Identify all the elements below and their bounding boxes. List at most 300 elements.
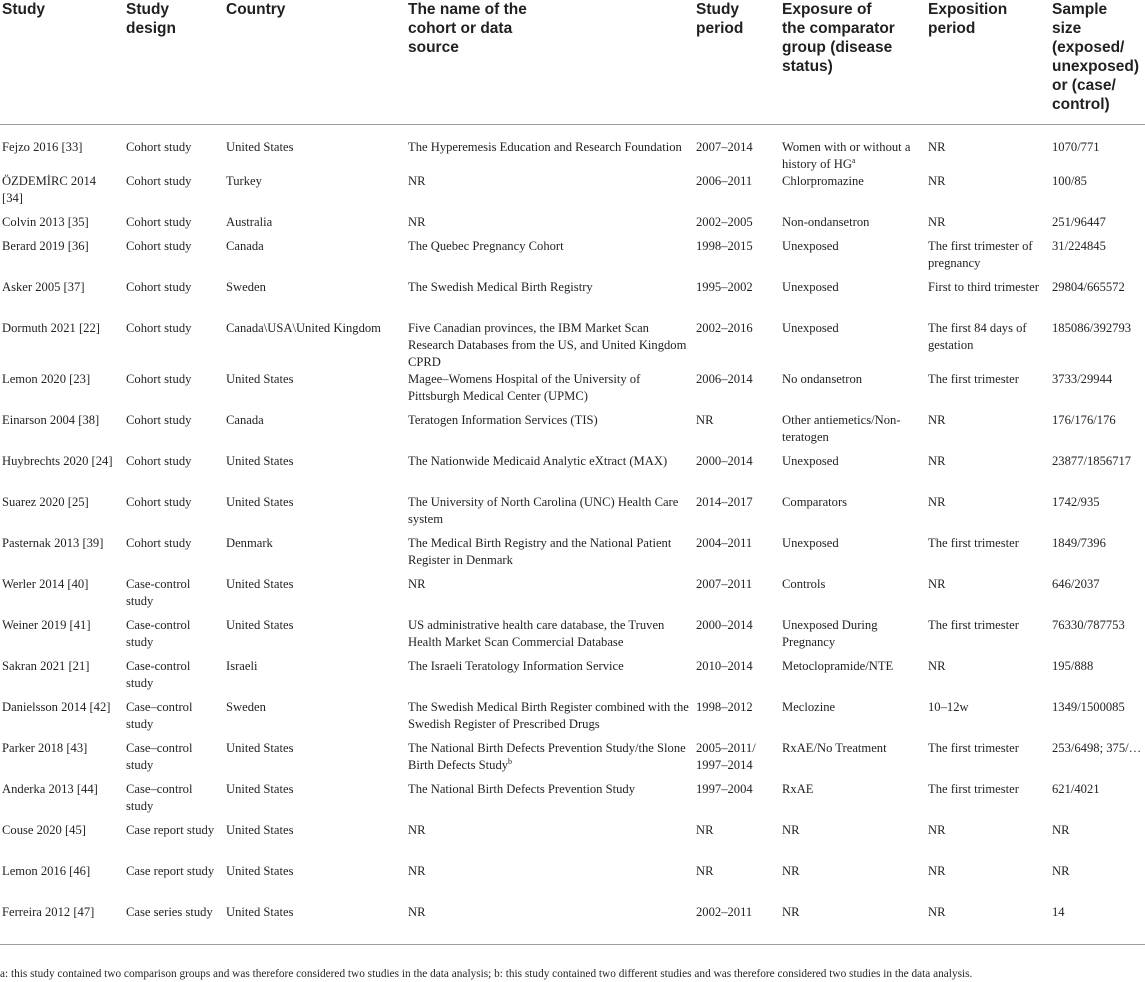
cell-comparator-exposure-text: Unexposed xyxy=(782,535,839,550)
cell-comparator-exposure xyxy=(780,904,926,945)
cell-comparator-exposure-text: Chlorpromazine xyxy=(782,173,864,188)
header-data-source: The name of the cohort or data source xyxy=(406,0,694,124)
cell-study xyxy=(0,863,124,904)
cell-comparator-exposure xyxy=(780,214,926,238)
cell-country xyxy=(224,494,406,535)
cell-study-period xyxy=(694,124,780,173)
cell-study-design xyxy=(124,124,224,173)
cell-comparator-exposure xyxy=(780,494,926,535)
cell-study-design xyxy=(124,740,224,781)
cell-comparator-exposure-text: Comparators xyxy=(782,494,848,509)
cell-data-source xyxy=(406,214,694,238)
cell-data-source xyxy=(406,617,694,658)
cell-study-text: Colvin 2013 [35] xyxy=(2,214,89,229)
cell-study-period xyxy=(694,781,780,822)
cell-comparator-exposure-text: Controls xyxy=(782,576,826,591)
cell-sample-size xyxy=(1050,617,1145,658)
cell-comparator-exposure-text: Unexposed xyxy=(782,238,839,253)
cell-study-design xyxy=(124,904,224,945)
table-row xyxy=(0,863,1145,904)
cell-exposition-period-text: NR xyxy=(928,863,946,878)
cell-exposition-period xyxy=(926,740,1050,781)
cell-data-source-text: Teratogen Information Services (TIS) xyxy=(408,412,598,427)
cell-country-text: Sweden xyxy=(226,699,266,714)
cell-exposition-period xyxy=(926,494,1050,535)
cell-country xyxy=(224,904,406,945)
cell-country xyxy=(224,214,406,238)
cell-comparator-exposure xyxy=(780,699,926,740)
cell-comparator-exposure xyxy=(780,535,926,576)
cell-data-source xyxy=(406,699,694,740)
table-row xyxy=(0,214,1145,238)
table-row xyxy=(0,371,1145,412)
cell-sample-size-text: NR xyxy=(1052,863,1070,878)
table-row xyxy=(0,238,1145,279)
cell-study-period xyxy=(694,576,780,617)
cell-study-period xyxy=(694,320,780,371)
cell-exposition-period xyxy=(926,320,1050,371)
cell-exposition-period xyxy=(926,863,1050,904)
cell-study xyxy=(0,494,124,535)
cell-comparator-exposure xyxy=(780,279,926,320)
cell-sample-size-text: 1742/935 xyxy=(1052,494,1100,509)
cell-country-text: Denmark xyxy=(226,535,273,550)
cell-comparator-exposure xyxy=(780,238,926,279)
cell-study xyxy=(0,781,124,822)
cell-sample-size-text: 100/85 xyxy=(1052,173,1087,188)
cell-study-design-text: Case–control study xyxy=(126,781,193,813)
cell-comparator-exposure xyxy=(780,371,926,412)
cell-sample-size-text: 185086/392793 xyxy=(1052,320,1132,335)
cell-study-period xyxy=(694,279,780,320)
cell-country xyxy=(224,617,406,658)
header-country: Country xyxy=(224,0,406,124)
table-row xyxy=(0,822,1145,863)
cell-comparator-exposure-text: Unexposed xyxy=(782,320,839,335)
cell-country-text: United States xyxy=(226,863,294,878)
cell-data-source xyxy=(406,658,694,699)
cell-study-text: Fejzo 2016 [33] xyxy=(2,139,83,154)
cell-comparator-exposure xyxy=(780,617,926,658)
cell-study xyxy=(0,238,124,279)
table-footnote: a: this study contained two comparison groups and was therefore considered two studies in the data analysis; b: this study contained two different studies and was therefore considered two studies in the data analysis. xyxy=(0,968,973,980)
header-study-period: Study period xyxy=(694,0,780,124)
cell-comparator-exposure xyxy=(780,781,926,822)
cell-study-design xyxy=(124,453,224,494)
cell-data-source-text: NR xyxy=(408,576,426,591)
cell-study-design xyxy=(124,173,224,214)
cell-data-source-text: The National Birth Defects Prevention Study/the Slone Birth Defects Study xyxy=(408,740,686,772)
cell-study-text: Couse 2020 [45] xyxy=(2,822,86,837)
header-study-design: Study design xyxy=(124,0,224,124)
cell-data-source-text: The Hyperemesis Education and Research Foundation xyxy=(408,139,682,154)
cell-exposition-period-text: The first trimester xyxy=(928,617,1019,632)
cell-country-text: Canada xyxy=(226,238,264,253)
cell-study-design xyxy=(124,863,224,904)
cell-study-period-text: 1998–2015 xyxy=(696,238,753,253)
cell-sample-size xyxy=(1050,863,1145,904)
cell-study-design-text: Cohort study xyxy=(126,494,192,509)
cell-study-design-text: Cohort study xyxy=(126,535,192,550)
cell-study-design-text: Case-control study xyxy=(126,576,191,608)
cell-comparator-exposure-text: Non-ondansetron xyxy=(782,214,870,229)
cell-sample-size-text: 1070/771 xyxy=(1052,139,1100,154)
cell-country xyxy=(224,279,406,320)
cell-exposition-period-text: NR xyxy=(928,214,946,229)
cell-data-source-text: The Israeli Teratology Information Service xyxy=(408,658,624,673)
cell-sample-size-text: 29804/665572 xyxy=(1052,279,1125,294)
cell-study-period-text: 2010–2014 xyxy=(696,658,753,673)
cell-comparator-exposure xyxy=(780,453,926,494)
cell-study-design-text: Case series study xyxy=(126,904,213,919)
cell-study xyxy=(0,904,124,945)
cell-study-period xyxy=(694,214,780,238)
cell-data-source-text: US administrative health care database, the Truven Health Market Scan Commercial Database xyxy=(408,617,665,649)
cell-study-text: Dormuth 2021 [22] xyxy=(2,320,100,335)
header-row xyxy=(0,0,1145,124)
cell-exposition-period xyxy=(926,214,1050,238)
header-study: Study xyxy=(0,0,124,124)
cell-sample-size-text: 31/224845 xyxy=(1052,238,1106,253)
cell-study-design xyxy=(124,214,224,238)
cell-sample-size-text: 3733/29944 xyxy=(1052,371,1113,386)
cell-study-text: Asker 2005 [37] xyxy=(2,279,85,294)
cell-study-design xyxy=(124,699,224,740)
cell-exposition-period-text: NR xyxy=(928,139,946,154)
cell-sample-size xyxy=(1050,320,1145,371)
cell-study-design-text: Cohort study xyxy=(126,238,192,253)
cell-sample-size-text: 253/6498; 375/… xyxy=(1052,740,1142,755)
cell-study-period xyxy=(694,617,780,658)
cell-study xyxy=(0,453,124,494)
cell-exposition-period-text: The first trimester xyxy=(928,740,1019,755)
cell-exposition-period-text: NR xyxy=(928,576,946,591)
cell-comparator-exposure-text: No ondansetron xyxy=(782,371,863,386)
cell-study-design-text: Case–control study xyxy=(126,740,193,772)
cell-study-period-text: 2002–2011 xyxy=(696,904,753,919)
cell-sample-size xyxy=(1050,453,1145,494)
cell-data-source xyxy=(406,494,694,535)
cell-exposition-period-text: NR xyxy=(928,494,946,509)
cell-country-text: Turkey xyxy=(226,173,262,188)
cell-study-design xyxy=(124,781,224,822)
cell-study-text: Lemon 2016 [46] xyxy=(2,863,91,878)
cell-study-design xyxy=(124,371,224,412)
cell-sample-size-text: 251/96447 xyxy=(1052,214,1106,229)
cell-sample-size xyxy=(1050,279,1145,320)
cell-comparator-exposure xyxy=(780,863,926,904)
cell-study-design xyxy=(124,535,224,576)
cell-sample-size xyxy=(1050,658,1145,699)
cell-study-design xyxy=(124,658,224,699)
cell-comparator-exposure-text: Meclozine xyxy=(782,699,836,714)
cell-study-period-text: 2007–2011 xyxy=(696,576,753,591)
cell-study xyxy=(0,576,124,617)
cell-data-source-text: NR xyxy=(408,904,426,919)
cell-comparator-exposure xyxy=(780,576,926,617)
cell-sample-size-text: 14 xyxy=(1052,904,1065,919)
cell-study-design-text: Cohort study xyxy=(126,320,192,335)
cell-data-source-text: The Swedish Medical Birth Registry xyxy=(408,279,593,294)
cell-study-design xyxy=(124,576,224,617)
cell-sample-size-text: 76330/787753 xyxy=(1052,617,1125,632)
cell-sample-size xyxy=(1050,535,1145,576)
cell-study-text: ÖZDEMİRC 2014 [34] xyxy=(2,173,97,205)
cell-study-design-text: Cohort study xyxy=(126,139,192,154)
cell-study-period-text: 2002–2016 xyxy=(696,320,753,335)
cell-study-design-text: Cohort study xyxy=(126,453,192,468)
cell-sample-size-text: 176/176/176 xyxy=(1052,412,1116,427)
cell-study-design xyxy=(124,494,224,535)
cell-data-source xyxy=(406,453,694,494)
cell-study-period-text: 2006–2011 xyxy=(696,173,753,188)
cell-exposition-period xyxy=(926,576,1050,617)
cell-study-period-text: 2014–2017 xyxy=(696,494,753,509)
cell-data-source xyxy=(406,535,694,576)
cell-country-text: United States xyxy=(226,371,294,386)
cell-data-source xyxy=(406,576,694,617)
cell-data-source-text: The Nationwide Medicaid Analytic eXtract (MAX) xyxy=(408,453,668,468)
cell-exposition-period-text: NR xyxy=(928,904,946,919)
cell-sample-size xyxy=(1050,412,1145,453)
cell-exposition-period-text: NR xyxy=(928,658,946,673)
cell-exposition-period-text: 10–12w xyxy=(928,699,969,714)
cell-data-source-text: The Swedish Medical Birth Register combined with the Swedish Register of Prescribed Drugs xyxy=(408,699,689,731)
cell-data-source-text: NR xyxy=(408,863,426,878)
cell-sample-size-text: 1349/1500085 xyxy=(1052,699,1125,714)
cell-study-period xyxy=(694,863,780,904)
cell-exposition-period xyxy=(926,781,1050,822)
cell-study-design-text: Case-control study xyxy=(126,658,191,690)
cell-study-period xyxy=(694,412,780,453)
cell-study xyxy=(0,412,124,453)
header-comparator-exposure: Exposure of the comparator group (disease status) xyxy=(780,0,926,124)
cell-study xyxy=(0,371,124,412)
cell-country xyxy=(224,822,406,863)
cell-study-period-text: 2006–2014 xyxy=(696,371,753,386)
cell-study xyxy=(0,740,124,781)
cell-study-period-text: 1995–2002 xyxy=(696,279,753,294)
cell-comparator-exposure-text: Unexposed During Pregnancy xyxy=(782,617,878,649)
cell-study-design xyxy=(124,279,224,320)
cell-data-source xyxy=(406,863,694,904)
cell-country xyxy=(224,453,406,494)
table-row xyxy=(0,453,1145,494)
cell-study-period-text: NR xyxy=(696,822,714,837)
cell-study-text: Lemon 2020 [23] xyxy=(2,371,91,386)
cell-data-source-text: The University of North Carolina (UNC) Health Care system xyxy=(408,494,679,526)
cell-study-period-text: 2004–2011 xyxy=(696,535,753,550)
table-row xyxy=(0,173,1145,214)
cell-exposition-period-text: First to third trimester xyxy=(928,279,1039,294)
cell-study-text: Huybrechts 2020 [24] xyxy=(2,453,113,468)
cell-country-text: United States xyxy=(226,822,294,837)
cell-country-text: United States xyxy=(226,617,294,632)
cell-sample-size xyxy=(1050,822,1145,863)
cell-study-text: Anderka 2013 [44] xyxy=(2,781,98,796)
cell-data-source xyxy=(406,740,694,781)
cell-data-source-text: NR xyxy=(408,214,426,229)
cell-exposition-period xyxy=(926,822,1050,863)
cell-exposition-period xyxy=(926,173,1050,214)
cell-comparator-exposure-text: Unexposed xyxy=(782,279,839,294)
cell-study-text: Einarson 2004 [38] xyxy=(2,412,100,427)
cell-comparator-exposure xyxy=(780,412,926,453)
cell-comparator-exposure-text: NR xyxy=(782,904,800,919)
cell-country xyxy=(224,863,406,904)
cell-data-source-text: NR xyxy=(408,822,426,837)
cell-study-period xyxy=(694,699,780,740)
cell-exposition-period xyxy=(926,279,1050,320)
cell-study-text: Parker 2018 [43] xyxy=(2,740,88,755)
table-row xyxy=(0,494,1145,535)
cell-data-source xyxy=(406,371,694,412)
cell-data-source-text: Five Canadian provinces, the IBM Market Scan Research Databases from the US, and United Kingdom CPRD xyxy=(408,320,687,369)
cell-exposition-period-text: The first trimester xyxy=(928,371,1019,386)
cell-study-design-text: Cohort study xyxy=(126,279,192,294)
cell-data-source xyxy=(406,781,694,822)
table-row xyxy=(0,781,1145,822)
cell-exposition-period xyxy=(926,617,1050,658)
cell-exposition-period xyxy=(926,658,1050,699)
cell-sample-size-text: 195/888 xyxy=(1052,658,1094,673)
cell-comparator-exposure-text: NR xyxy=(782,863,800,878)
cell-data-source xyxy=(406,124,694,173)
cell-study-period-text: 2000–2014 xyxy=(696,453,753,468)
cell-comparator-exposure-text: Unexposed xyxy=(782,453,839,468)
cell-comparator-exposure xyxy=(780,740,926,781)
cell-study-design-text: Cohort study xyxy=(126,412,192,427)
table-row xyxy=(0,320,1145,371)
cell-study-design-text: Case report study xyxy=(126,863,215,878)
cell-study-text: Suarez 2020 [25] xyxy=(2,494,89,509)
cell-data-source-text: Magee–Womens Hospital of the University of Pittsburgh Medical Center (UPMC) xyxy=(408,371,641,403)
cell-exposition-period xyxy=(926,535,1050,576)
cell-study xyxy=(0,699,124,740)
cell-study-design-text: Cohort study xyxy=(126,371,192,386)
cell-study-design-text: Case–control study xyxy=(126,699,193,731)
cell-sample-size xyxy=(1050,904,1145,945)
cell-sample-size-text: 1849/7396 xyxy=(1052,535,1106,550)
cell-study-design xyxy=(124,617,224,658)
cell-sample-size xyxy=(1050,173,1145,214)
cell-sample-size-text: 646/2037 xyxy=(1052,576,1100,591)
cell-country-text: Israeli xyxy=(226,658,258,673)
table-row xyxy=(0,279,1145,320)
cell-exposition-period xyxy=(926,904,1050,945)
cell-sample-size xyxy=(1050,238,1145,279)
cell-exposition-period-text: NR xyxy=(928,822,946,837)
cell-exposition-period-text: The first trimester xyxy=(928,535,1019,550)
cell-country-text: United States xyxy=(226,904,294,919)
table-row xyxy=(0,412,1145,453)
cell-study-period-text: 1998–2012 xyxy=(696,699,753,714)
footnote-marker: b xyxy=(508,756,513,766)
cell-study-period xyxy=(694,371,780,412)
cell-data-source xyxy=(406,173,694,214)
cell-study-period-text: 1997–2004 xyxy=(696,781,753,796)
cell-country xyxy=(224,124,406,173)
cell-country xyxy=(224,576,406,617)
cell-study-period xyxy=(694,535,780,576)
cell-study-design-text: Cohort study xyxy=(126,173,192,188)
cell-data-source xyxy=(406,904,694,945)
cell-data-source xyxy=(406,279,694,320)
header-exposition-period: Exposition period xyxy=(926,0,1050,124)
cell-study-period xyxy=(694,658,780,699)
cell-study xyxy=(0,320,124,371)
cell-study-period xyxy=(694,238,780,279)
cell-sample-size xyxy=(1050,781,1145,822)
cell-study-period xyxy=(694,494,780,535)
cell-study xyxy=(0,173,124,214)
cell-study-period-text: NR xyxy=(696,412,714,427)
cell-sample-size xyxy=(1050,699,1145,740)
cell-country xyxy=(224,173,406,214)
cell-study-period xyxy=(694,904,780,945)
cell-study-text: Berard 2019 [36] xyxy=(2,238,89,253)
header-sample-size: Sample size (exposed/ unexposed) or (case/ control) xyxy=(1050,0,1145,124)
cell-study-design-text: Cohort study xyxy=(126,214,192,229)
cell-country-text: United States xyxy=(226,576,294,591)
cell-sample-size xyxy=(1050,740,1145,781)
table-body xyxy=(0,124,1145,945)
cell-comparator-exposure xyxy=(780,320,926,371)
cell-comparator-exposure xyxy=(780,822,926,863)
cell-study-text: Sakran 2021 [21] xyxy=(2,658,90,673)
cell-study-period xyxy=(694,173,780,214)
cell-country-text: United States xyxy=(226,494,294,509)
cell-comparator-exposure-text: Women with or without a history of HG xyxy=(782,139,911,171)
cell-comparator-exposure xyxy=(780,124,926,173)
cell-data-source-text: NR xyxy=(408,173,426,188)
cell-study-design-text: Case-control study xyxy=(126,617,191,649)
cell-comparator-exposure-text: RxAE/No Treatment xyxy=(782,740,887,755)
cell-exposition-period-text: The first 84 days of gestation xyxy=(928,320,1027,352)
cell-study xyxy=(0,822,124,863)
cell-study-period-text: 2005–2011/ 1997–2014 xyxy=(696,740,756,772)
cell-sample-size xyxy=(1050,214,1145,238)
table-row xyxy=(0,576,1145,617)
cell-country xyxy=(224,412,406,453)
cell-comparator-exposure-text: Other antiemetics/Non-teratogen xyxy=(782,412,901,444)
cell-study-design xyxy=(124,822,224,863)
cell-comparator-exposure xyxy=(780,173,926,214)
cell-country-text: United States xyxy=(226,139,294,154)
table-row xyxy=(0,740,1145,781)
cell-sample-size-text: 23877/1856717 xyxy=(1052,453,1132,468)
cell-exposition-period xyxy=(926,453,1050,494)
cell-study xyxy=(0,535,124,576)
table-row xyxy=(0,617,1145,658)
cell-country xyxy=(224,781,406,822)
cell-country xyxy=(224,658,406,699)
cell-country-text: Australia xyxy=(226,214,273,229)
cell-country-text: Canada xyxy=(226,412,264,427)
cell-exposition-period-text: The first trimester of pregnancy xyxy=(928,238,1033,270)
cell-study xyxy=(0,279,124,320)
cell-exposition-period xyxy=(926,238,1050,279)
cell-country xyxy=(224,740,406,781)
table-row xyxy=(0,658,1145,699)
cell-study-design-text: Case report study xyxy=(126,822,215,837)
cell-study xyxy=(0,617,124,658)
cell-exposition-period xyxy=(926,124,1050,173)
cell-study-period xyxy=(694,453,780,494)
cell-comparator-exposure-text: Metoclopramide/NTE xyxy=(782,658,894,673)
cell-sample-size-text: 621/4021 xyxy=(1052,781,1100,796)
cell-sample-size xyxy=(1050,124,1145,173)
